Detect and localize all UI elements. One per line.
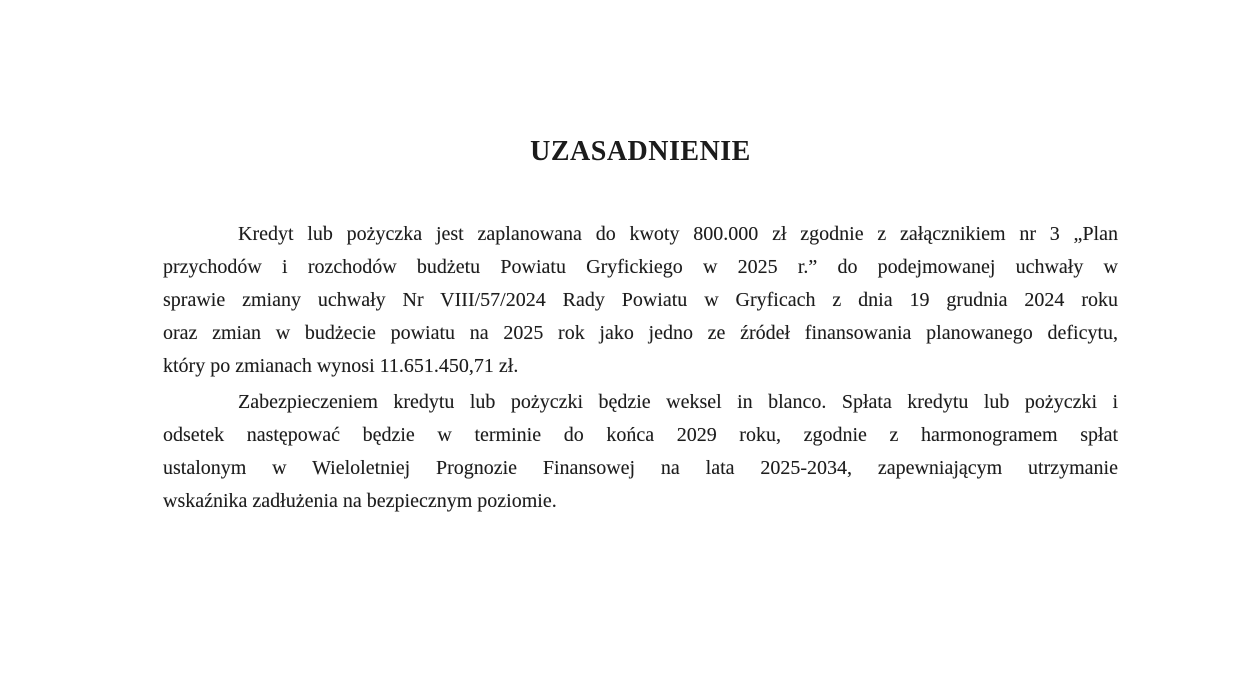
paragraph-justification-1 xyxy=(163,218,1118,383)
text-line: Zabezpieczeniem kredytu lub pożyczki będzie weksel in blanco. Spłata kredytu lub pożyczki i xyxy=(238,391,1118,413)
text-line: Kredyt lub pożyczka jest zaplanowana do kwoty 800.000 zł zgodnie z załącznikiem nr 3 „Plan xyxy=(238,223,1118,245)
text-line: który po zmianach wynosi 11.651.450,71 zł. xyxy=(163,355,519,377)
text-line: oraz zmian w budżecie powiatu na 2025 rok jako jedno ze źródeł finansowania planowanego deficytu, xyxy=(163,322,1118,344)
text-line: ustalonym w Wieloletniej Prognozie Finansowej na lata 2025-2034, zapewniającym utrzymanie xyxy=(163,457,1118,479)
text-line: sprawie zmiany uchwały Nr VIII/57/2024 Rady Powiatu w Gryficach z dnia 19 grudnia 2024 roku xyxy=(163,289,1118,311)
text-line: odsetek następować będzie w terminie do końca 2029 roku, zgodnie z harmonogramem spłat xyxy=(163,424,1118,446)
text-line: wskaźnika zadłużenia na bezpiecznym poziomie. xyxy=(163,490,557,512)
paragraph-justification-2 xyxy=(163,386,1118,518)
text-line: przychodów i rozchodów budżetu Powiatu Gryfickiego w 2025 r.” do podejmowanej uchwały w xyxy=(163,256,1118,278)
document-title: UZASADNIENIE xyxy=(530,136,751,167)
